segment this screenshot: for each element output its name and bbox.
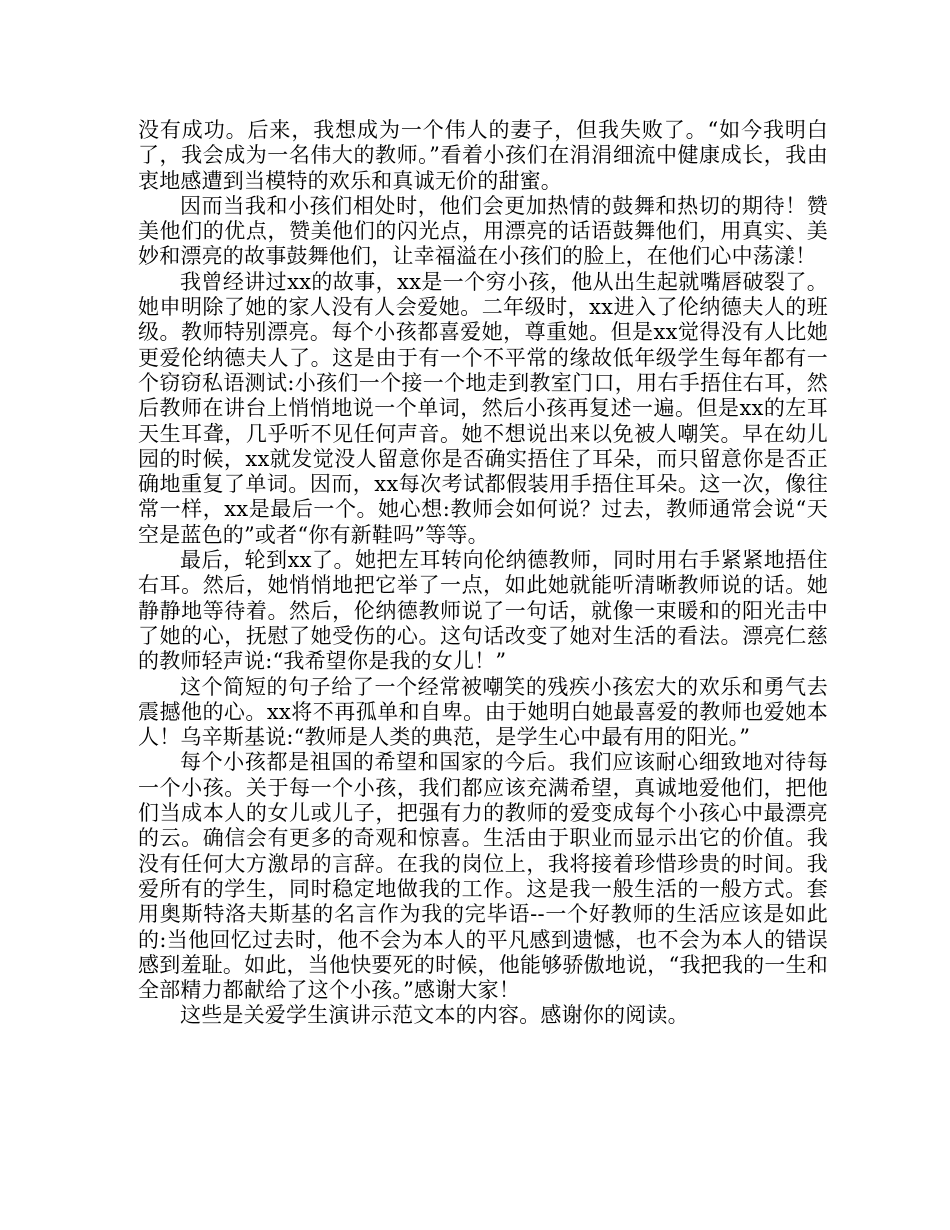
paragraph: 每个小孩都是祖国的希望和国家的今后。我们应该耐心细致地对待每一个小孩。关于每一个小孩，我们都应该充满希望，真诚地爱他们，把他们当成本人的女儿或儿子，把强有力的教师的爱变成每个小孩心中最漂亮的云。确信会有更多的奇观和惊喜。生活由于职业而显示出它的价值。我没有任何大方激昂的言辞。在我的岗位上，我将接着珍惜珍贵的时间。我爱所有的学生，同时稳定地做我的工作。这是我一般生活的一般方式。套用奥斯特洛夫斯基的名言作为我的完毕语--一个好教师的生活应该是如此的:当他回忆过去时，他不会为本人的平凡感到遗憾，也不会为本人的错误感到羞耻。如此，当他快要死的时候，他能够骄傲地说，“我把我的一生和全部精力都献给了这个小孩。”感谢大家！ <box>138 750 828 1003</box>
paragraph: 因而当我和小孩们相处时，他们会更加热情的鼓舞和热切的期待！赞美他们的优点，赞美他们的闪光点，用漂亮的话语鼓舞他们，用真实、美妙和漂亮的故事鼓舞他们，让幸福溢在小孩们的脸上，在他们心中荡漾！ <box>138 193 828 269</box>
paragraph-closing: 这些是关爱学生演讲示范文本的内容。感谢你的阅读。 <box>180 1003 689 1028</box>
paragraph-continued: 没有成功。后来，我想成为一个伟人的妻子，但我失败了。“如今我明白了，我会成为一名伟大的教师。”看着小孩们在涓涓细流中健康成长，我由衷地感遭到当模特的欢乐和真诚无价的甜蜜。 <box>138 118 828 193</box>
paragraph: 最后，轮到xx了。她把左耳转向伦纳德教师，同时用右手紧紧地捂住右耳。然后，她悄悄地把它举了一点，如此她就能听清晰教师说的话。她静静地等待着。然后，伦纳德教师说了一句话，就像一束暖和的阳光击中了她的心，抚慰了她受伤的心。这句话改变了她对生活的看法。漂亮仁慈的教师轻声说:“我希望你是我的女儿！” <box>138 548 828 674</box>
document-body <box>138 118 828 1029</box>
paragraph: 这个简短的句子给了一个经常被嘲笑的残疾小孩宏大的欢乐和勇气去震撼他的心。xx将不再孤单和自卑。由于她明白她最喜爱的教师也爱她本人！乌辛斯基说:“教师是人类的典范，是学生心中最有用的阳光。” <box>138 674 828 750</box>
paragraph: 我曾经讲过xx的故事，xx是一个穷小孩，他从出生起就嘴唇破裂了。她申明除了她的家人没有人会爱她。二年级时，xx进入了伦纳德夫人的班级。教师特别漂亮。每个小孩都喜爱她，尊重她。但是xx觉得没有人比她更爱伦纳德夫人了。这是由于有一个不平常的缘故低年级学生每年都有一个窃窃私语测试:小孩们一个接一个地走到教室门口，用右手捂住右耳，然后教师在讲台上悄悄地说一个单词，然后小孩再复述一遍。但是xx的左耳天生耳聋，几乎听不见任何声音。她不想说出来以免被人嘲笑。早在幼儿园的时候，xx就发觉没人留意你是否确实捂住了耳朵，而只留意你是否正确地重复了单词。因而，xx每次考试都假装用手捂住耳朵。这一次，像往常一样，xx是最后一个。她心想:教师会如何说？过去，教师通常会说“天空是蓝色的”或者“你有新鞋吗”等等。 <box>138 269 828 547</box>
